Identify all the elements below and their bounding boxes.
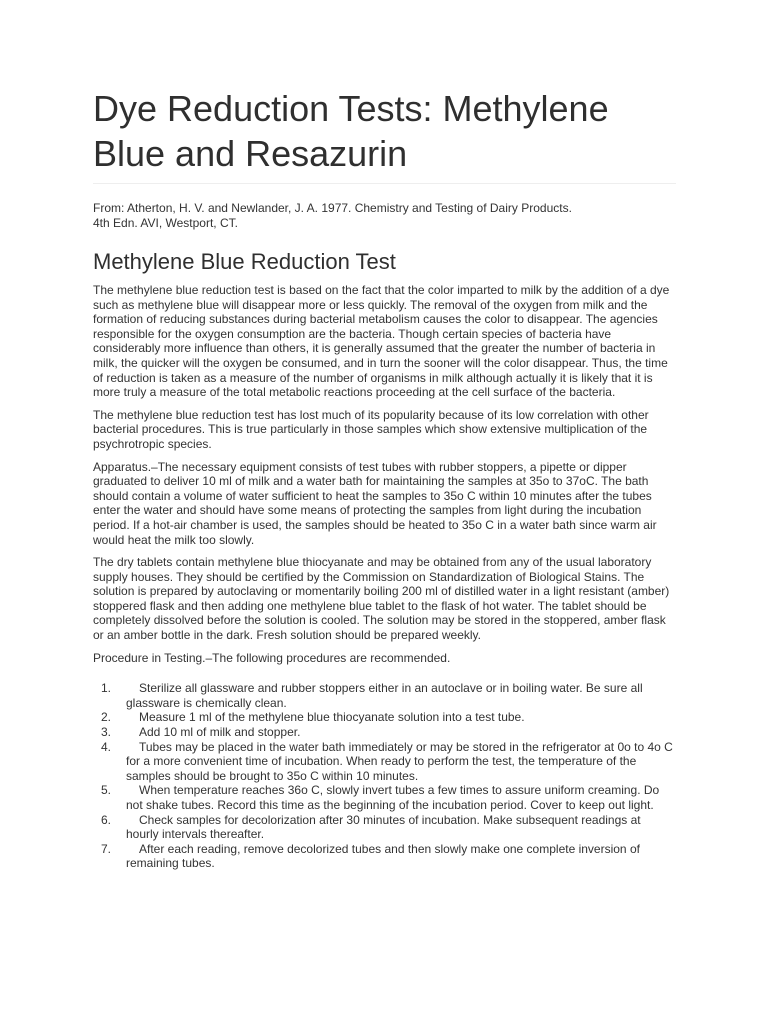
list-item xyxy=(93,842,676,871)
list-item xyxy=(93,710,676,725)
step-text: Tubes may be placed in the water bath immediately or may be stored in the refrigerator at 0o to 4o C for a more convenient time of incubation. When ready to perform the test, the temperature of the samples should be brought to 35o C within 10 minutes. xyxy=(126,739,673,783)
section-heading: Methylene Blue Reduction Test xyxy=(93,249,396,274)
source-citation xyxy=(93,201,676,231)
step-text: When temperature reaches 36o C, slowly invert tubes a few times to assure uniform creaming. Do not shake tubes. Record this time as the beginning of the incubation period. Cover to keep out light. xyxy=(126,783,660,812)
step-number: 7. xyxy=(101,841,112,856)
step-text: After each reading, remove decolorized tubes and then slowly make one complete inversion of remaining tubes. xyxy=(126,841,640,871)
paragraph-apparatus: Apparatus.–The necessary equipment consists of test tubes with rubber stoppers, a pipette or dipper graduated to deliver 10 ml of milk and a water bath for maintaining the samples at 35o to 37oC. The bath should contain a volume of water sufficient to heat the samples to 35o C within 10 minutes after the tubes enter the water and should have some means of protecting the samples from light during the incubation period. If a hot-air chamber is used, the samples should be heated to 35o C in a water bath since warm air would heat the milk too slowly. xyxy=(93,459,657,547)
list-item xyxy=(93,725,676,740)
paragraph-popularity: The methylene blue reduction test has lost much of its popularity because of its low correlation with other bacterial procedures. This is true particularly in those samples which show extensive multiplication of the psychrotropic species. xyxy=(93,407,649,451)
paragraph-intro: The methylene blue reduction test is based on the fact that the color imparted to milk by the addition of a dye such as methylene blue will disappear more or less quickly. The removal of the oxygen from milk and the formation of reducing substances during bacterial metabolism causes the color to disappear. The agencies responsible for the oxygen consumption are the bacteria. Though certain species of bacteria have considerably more influence than others, it is generally assumed that the greater the number of bacteria in milk, the quicker will the oxygen be consumed, and in turn the sooner will the color disappear. Thus, the time of reduction is taken as a measure of the number of organisms in milk although actually it is likely that it is more truly a measure of the total metabolic reactions proceeding at the cell surface of the bacteria. xyxy=(93,283,670,400)
step-number: 6. xyxy=(101,812,112,827)
paragraph-procedure: Procedure in Testing.–The following procedures are recommended. xyxy=(93,650,451,665)
step-text: Check samples for decolorization after 30 minutes of incubation. Make subsequent readings at hourly intervals thereafter. xyxy=(126,812,641,842)
list-item xyxy=(93,740,676,784)
source-line-1: From: Atherton, H. V. and Newlander, J. A. 1977. Chemistry and Testing of Dairy Products. xyxy=(93,201,572,215)
step-number: 1. xyxy=(101,681,112,696)
paragraph-tablets: The dry tablets contain methylene blue thiocyanate and may be obtained from any of the usual laboratory supply houses. They should be certified by the Commission on Standardization of Biological Stains. The solution is prepared by autoclaving or momentarily boiling 200 ml of distilled water in a light resistant (amber) stoppered flask and then adding one methylene blue tablet to the flask of hot water. The tablet should be completely dissolved before the solution is cooled. The solution may be stored in the stoppered, amber flask or an amber bottle in the dark. Fresh solution should be prepared weekly. xyxy=(93,555,670,643)
step-number: 3. xyxy=(101,725,112,740)
page-title: Dye Reduction Tests: Methylene Blue and Resazurin xyxy=(93,88,609,174)
body-text xyxy=(93,283,676,871)
step-text: Add 10 ml of milk and stopper. xyxy=(139,725,301,740)
source-line-2: 4th Edn. AVI, Westport, CT. xyxy=(93,216,238,230)
list-item xyxy=(93,681,676,710)
step-number: 2. xyxy=(101,710,112,725)
title-divider xyxy=(93,183,676,184)
procedure-steps-list xyxy=(93,681,676,871)
step-text: Sterilize all glassware and rubber stoppers either in an autoclave or in boiling water. Be sure all glassware is chemically clean. xyxy=(126,681,643,710)
step-text: Measure 1 ml of the methylene blue thiocyanate solution into a test tube. xyxy=(139,710,525,725)
list-item xyxy=(93,783,676,812)
step-number: 4. xyxy=(101,739,112,754)
list-item xyxy=(93,813,676,842)
step-number: 5. xyxy=(101,783,112,798)
